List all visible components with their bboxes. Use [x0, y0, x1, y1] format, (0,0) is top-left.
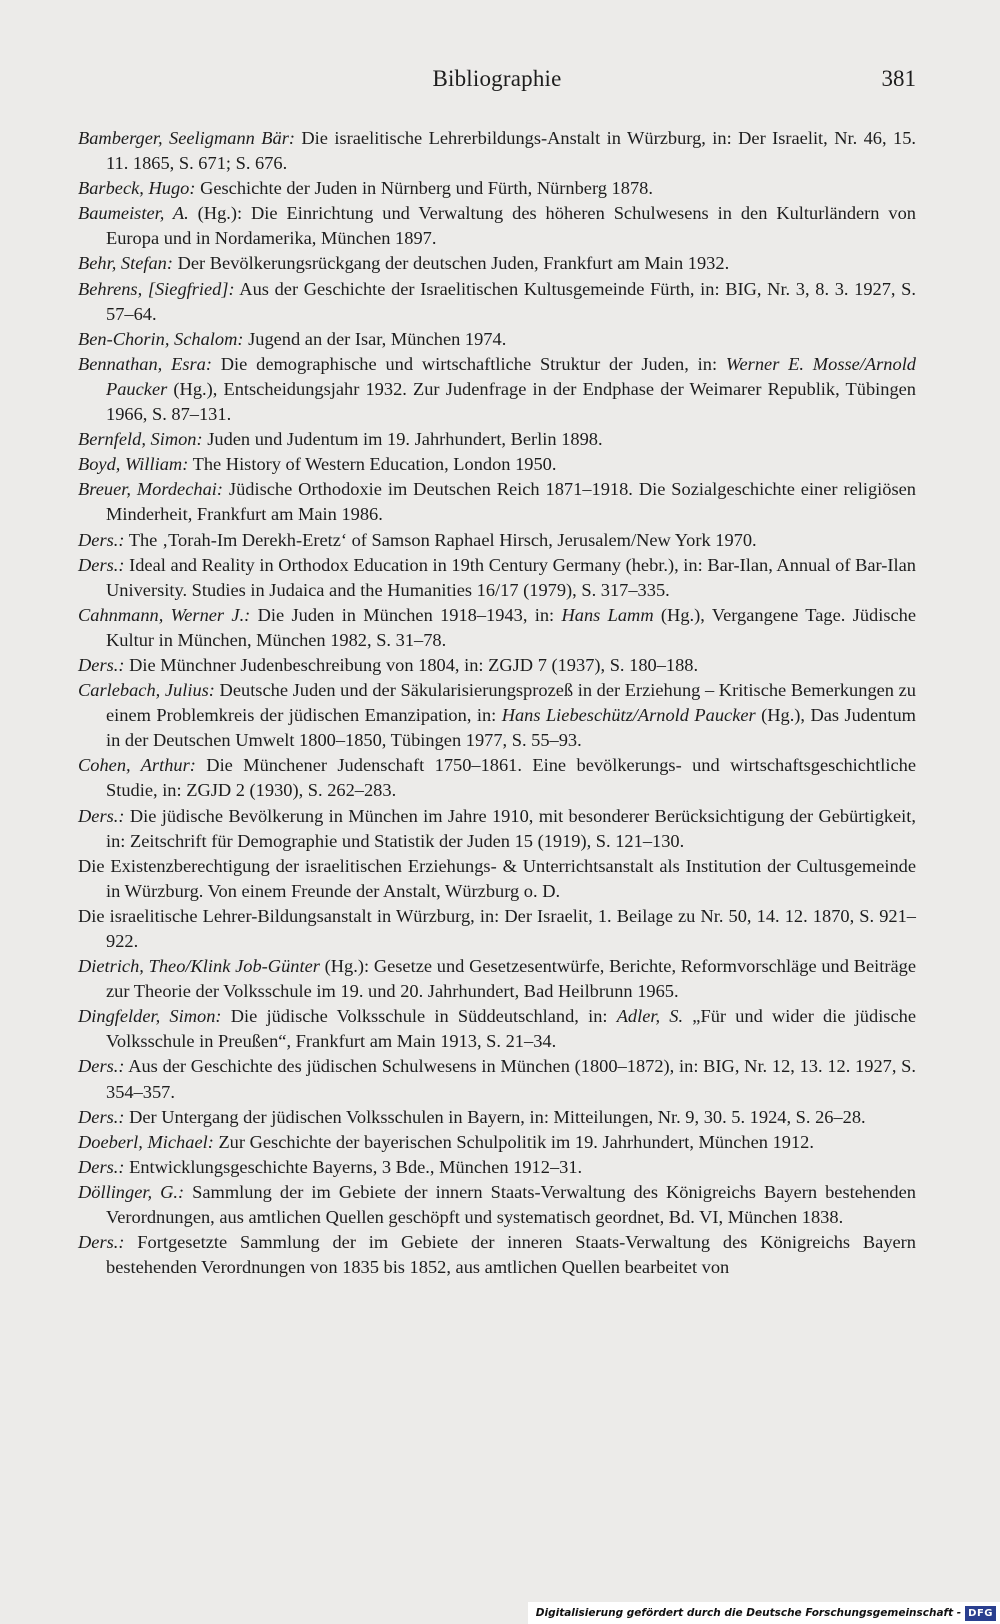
entry-author: Ders.: [78, 554, 125, 575]
bibliography-entry [78, 327, 916, 352]
entry-text: Jugend an der Isar, München 1974. [243, 328, 507, 349]
bibliography-entry [78, 1155, 916, 1180]
bibliography-entry [78, 753, 916, 803]
bibliography-entry [78, 854, 916, 904]
entry-text: Juden und Judentum im 19. Jahrhundert, Berlin 1898. [202, 429, 603, 450]
bibliography-entry [78, 1054, 916, 1104]
entry-text: Fortgesetzte Sammlung der im Gebiete der inneren Staats-Verwaltung des Königreichs Bayern bestehenden Verordnungen von 1835 bis 1852, aus amtlichen Quellen bearbeitet von [106, 1232, 916, 1278]
entry-author: Doeberl, Michael: [78, 1131, 214, 1152]
bibliography-entry [78, 251, 916, 276]
bibliography-entry [78, 277, 916, 327]
entry-author: Baumeister, A. [78, 203, 189, 224]
bibliography-entry [78, 804, 916, 854]
entry-text: „Für und wider die jüdische Volksschule in Preußen“, Frankfurt am Main 1913, S. 21–34. [106, 1006, 916, 1052]
entry-editor: Hans Liebeschütz/Arnold Paucker [501, 705, 756, 726]
entry-author: Döllinger, G.: [78, 1181, 185, 1202]
entry-text: Die israelitische Lehrerbildungs-Anstalt in Würzburg, in: Der Israelit, Nr. 46, 15. 11. 1865, S. 671; S. 676. [106, 128, 916, 174]
bibliography-entry [78, 653, 916, 678]
entry-text: Die Existenzberechtigung der israelitischen Erziehungs- & Unterrichtsanstalt als Institution der Cultusgemeinde in Würzburg. Von einem Freunde der Anstalt, Würzburg o. D. [78, 855, 916, 901]
entry-author: Cohen, Arthur: [78, 755, 196, 776]
entry-author: Carlebach, Julius: [78, 680, 215, 701]
bibliography-entry [78, 1130, 916, 1155]
entry-author: Bernfeld, Simon: [78, 429, 203, 450]
entry-author: Ben-Chorin, Schalom: [78, 328, 244, 349]
entry-author: Cahnmann, Werner J.: [78, 604, 251, 625]
bibliography-entry [78, 678, 916, 753]
bibliography-entry [78, 201, 916, 251]
entry-text: (Hg.), Das Judentum in der Deutschen Umwelt 1800–1850, Tübingen 1977, S. 55–93. [106, 705, 916, 751]
entry-author: Barbeck, Hugo: [78, 178, 196, 199]
bibliography-entry [78, 528, 916, 553]
entry-editor: Hans Lamm [561, 604, 654, 625]
entry-text: Entwicklungsgeschichte Bayerns, 3 Bde., München 1912–31. [124, 1156, 583, 1177]
entry-text: (Hg.): Gesetze und Gesetzesentwürfe, Berichte, Reformvorschläge und Beiträge zur Theorie der Volksschule im 19. und 20. Jahrhundert, Bad Heilbrunn 1965. [106, 956, 916, 1002]
entry-author: Ders.: [78, 1056, 125, 1077]
bibliography-entry [78, 352, 916, 427]
entry-author: Ders.: [78, 1106, 125, 1127]
bibliography-entry [78, 553, 916, 603]
entry-text: Die Juden in München 1918–1943, in: [250, 604, 562, 625]
dfg-logo: DFG [965, 1606, 996, 1621]
entry-author: Ders.: [78, 1232, 125, 1253]
entry-text: Die Münchner Judenbeschreibung von 1804, in: ZGJD 7 (1937), S. 180–188. [124, 654, 699, 675]
entry-text: Die israelitische Lehrer-Bildungsanstalt in Würzburg, in: Der Israelit, 1. Beilage zu Nr. 50, 14. 12. 1870, S. 921–922. [78, 905, 916, 951]
bibliography-entry [78, 1180, 916, 1230]
entry-author: Behr, Stefan: [78, 253, 173, 274]
entry-text: Die jüdische Bevölkerung in München im Jahre 1910, mit besonderer Berücksichtigung der Gebürtigkeit, in: Zeitschrift für Demographie und Statistik der Juden 15 (1919), S. 121–130. [106, 805, 916, 851]
entry-text: (Hg.): Die Einrichtung und Verwaltung des höheren Schulwesens in den Kulturländern von Europa und in Nordamerika, München 1897. [106, 203, 916, 249]
entry-text: Jüdische Orthodoxie im Deutschen Reich 1871–1918. Die Sozialgeschichte einer religiösen Minderheit, Frankfurt am Main 1986. [106, 479, 916, 525]
bibliography-entry [78, 603, 916, 653]
entry-text: Die Münchener Judenschaft 1750–1861. Eine bevölkerungs- und wirtschaftsgeschichtliche Studie, in: ZGJD 2 (1930), S. 262–283. [106, 755, 916, 801]
entry-author: Boyd, William: [78, 454, 189, 475]
entry-text: Ideal and Reality in Orthodox Education in 19th Century Germany (hebr.), in: Bar-Ilan, Annual of Bar-Ilan University. Studies in Judaica and the Humanities 16/17 (1979), S. 317–335. [106, 554, 916, 600]
bibliography-entry [78, 1230, 916, 1280]
entry-author: Ders.: [78, 1156, 125, 1177]
entry-text: Der Untergang der jüdischen Volksschulen in Bayern, in: Mitteilungen, Nr. 9, 30. 5. 1924, S. 26–28. [124, 1106, 866, 1127]
page-number: 381 [881, 66, 916, 91]
bibliography-entry [78, 176, 916, 201]
bibliography-entry [78, 954, 916, 1004]
bibliography-entry [78, 1004, 916, 1054]
entry-text: Aus der Geschichte der Israelitischen Kultusgemeinde Fürth, in: BIG, Nr. 3, 8. 3. 1927, S. 57–64. [106, 278, 916, 324]
entry-text: Die demographische und wirtschaftliche Struktur der Juden, in: [211, 353, 726, 374]
entry-text: (Hg.), Vergangene Tage. Jüdische Kultur in München, München 1982, S. 31–78. [106, 604, 916, 650]
entry-author: Ders.: [78, 529, 125, 550]
entry-text: Geschichte der Juden in Nürnberg und Fürth, Nürnberg 1878. [195, 178, 653, 199]
bibliography-list [78, 126, 916, 1280]
entry-text: Sammlung der im Gebiete der innern Staats-Verwaltung des Königreichs Bayern bestehenden Verordnungen, aus amtlichen Quellen geschöpft und systematisch geordnet, Bd. VI, München 1838. [106, 1181, 916, 1228]
entry-author: Dingfelder, Simon: [78, 1006, 222, 1027]
entry-text: The History of Western Education, London 1950. [188, 454, 557, 475]
entry-author: Breuer, Mordechai: [78, 479, 223, 500]
entry-author: Ders.: [78, 654, 125, 675]
entry-author: Bennathan, Esra: [78, 353, 212, 374]
bibliography-entry [78, 477, 916, 527]
bibliography-entry [78, 452, 916, 477]
entry-author: Behrens, [Siegfried]: [78, 278, 235, 299]
entry-author: Dietrich, Theo/Klink Job-Günter [78, 956, 320, 977]
entry-text: The ‚Torah-Im Derekh-Eretz‘ of Samson Raphael Hirsch, Jerusalem/New York 1970. [124, 529, 757, 550]
bibliography-entry [78, 1105, 916, 1130]
entry-text: Deutsche Juden und der Säkularisierungsprozeß in der Erziehung – Kritische Bemerkungen zu einem Problemkreis der jüdischen Emanzipation, in: [106, 680, 916, 726]
bibliography-entry [78, 126, 916, 176]
entry-author: Bamberger, Seeligmann Bär: [78, 128, 295, 148]
entry-editor: Werner E. Mosse/Arnold Paucker [106, 353, 916, 399]
footer-credit: Digitalisierung gefördert durch die Deutsche Forschungsgemeinschaft - [535, 1607, 962, 1619]
bibliography-entry [78, 904, 916, 954]
digitization-footer [528, 1602, 1000, 1624]
entry-text: Der Bevölkerungsrückgang der deutschen Juden, Frankfurt am Main 1932. [173, 253, 730, 274]
running-title: Bibliographie [432, 66, 562, 91]
entry-text: (Hg.), Entscheidungsjahr 1932. Zur Judenfrage in der Endphase der Weimarer Republik, Tübingen 1966, S. 87–131. [106, 378, 916, 425]
entry-editor: Adler, S. [616, 1006, 684, 1027]
bibliography-entry [78, 427, 916, 452]
entry-author: Ders.: [78, 805, 125, 826]
entry-text: Zur Geschichte der bayerischen Schulpolitik im 19. Jahrhundert, München 1912. [213, 1131, 814, 1152]
entry-text: Aus der Geschichte des jüdischen Schulwesens in München (1800–1872), in: BIG, Nr. 12, 13. 12. 1927, S. 354–357. [106, 1056, 916, 1102]
page-header [78, 66, 916, 100]
entry-text: Die jüdische Volksschule in Süddeutschland, in: [221, 1006, 617, 1027]
